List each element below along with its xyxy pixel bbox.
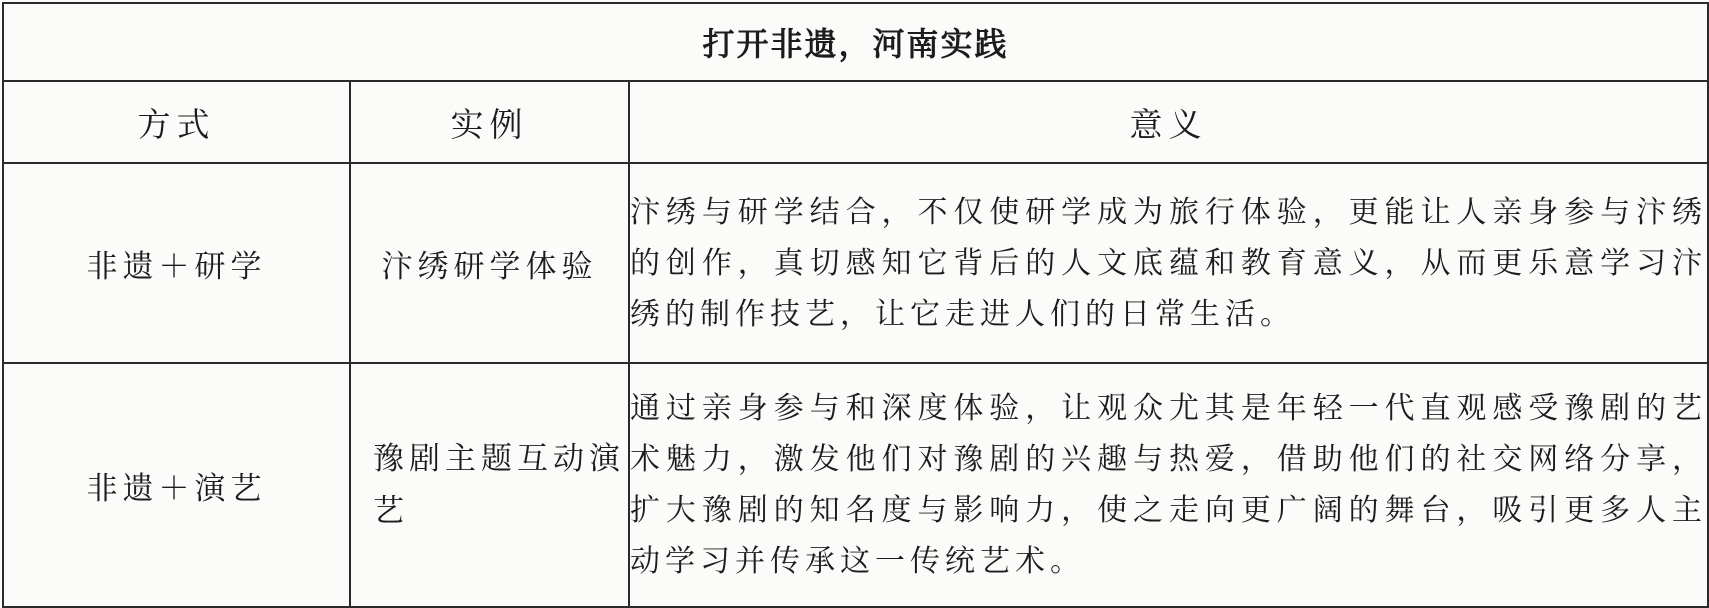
header-example: 实例 (350, 81, 629, 163)
header-method: 方式 (3, 81, 350, 163)
row-method-cell: 非遗＋研学 (3, 163, 350, 363)
table-title: 打开非遗，河南实践 (3, 3, 1708, 81)
header-meaning: 意义 (629, 81, 1708, 163)
row-meaning-cell: 通过亲身参与和深度体验，让观众尤其是年轻一代直观感受豫剧的艺术魅力，激发他们对豫剧的兴趣与热爱，借助他们的社交网络分享，扩大豫剧的知名度与影响力，使之走向更广阔的舞台，吸引更多人主动学习并传承这一传统艺术。 (629, 363, 1708, 607)
practice-table (2, 2, 1709, 608)
row-example-cell: 豫剧主题互动演艺 (350, 363, 629, 607)
table-row (3, 363, 1708, 607)
row-method-cell: 非遗＋演艺 (3, 363, 350, 607)
row-example-cell: 汴绣研学体验 (350, 163, 629, 363)
row-meaning-cell: 汴绣与研学结合，不仅使研学成为旅行体验，更能让人亲身参与汴绣的创作，真切感知它背后的人文底蕴和教育意义，从而更乐意学习汴绣的制作技艺，让它走进人们的日常生活。 (629, 163, 1708, 363)
table-row (3, 163, 1708, 363)
